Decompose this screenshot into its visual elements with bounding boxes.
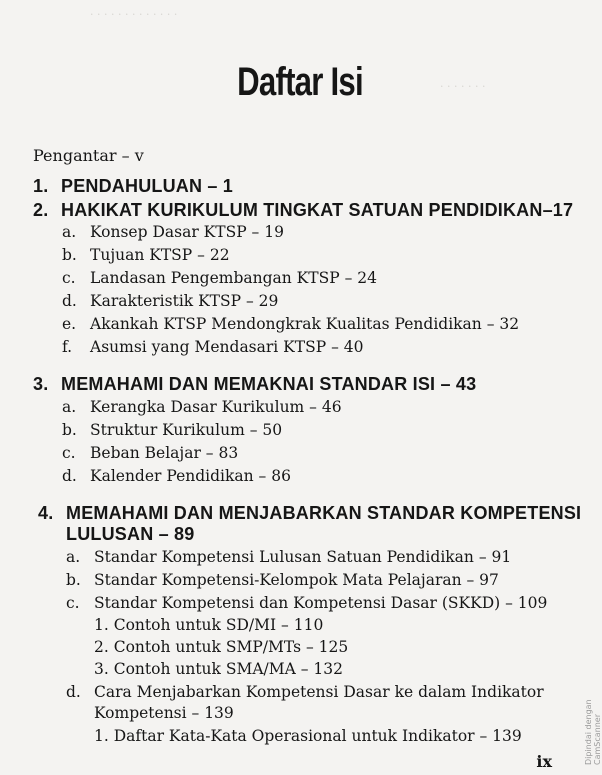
intro-entry: Pengantar – v (33, 146, 144, 165)
chapter-4-heading (38, 503, 581, 524)
chapter-title-line1: MEMAHAMI DAN MENJABARKAN STANDAR KOMPETENSI (66, 503, 582, 523)
chapter-3-heading (33, 374, 476, 395)
toc-item: b. Standar Kompetensi-Kelompok Mata Pelajaran – 97 (66, 571, 499, 589)
toc-subitem: 2. Contoh untuk SMP/MTs – 125 (94, 638, 349, 656)
toc-item: c. Beban Belajar – 83 (62, 444, 239, 462)
chapter-title: HAKIKAT KURIKULUM TINGKAT SATUAN PENDIDIKAN–17 (61, 200, 574, 220)
page-number: ix (536, 752, 552, 771)
chapter-number: 2. (33, 200, 49, 220)
chapter-number: 4. (38, 503, 54, 523)
chapter-number: 3. (33, 374, 49, 394)
toc-item: d. Cara Menjabarkan Kompetensi Dasar ke dalam Indikator (66, 683, 544, 701)
toc-item: b. Struktur Kurikulum – 50 (62, 421, 283, 439)
toc-item: a. Kerangka Dasar Kurikulum – 46 (62, 398, 342, 416)
page-title: Daftar Isi (237, 60, 363, 104)
toc-subitem: 1. Daftar Kata-Kata Operasional untuk Indikator – 139 (94, 727, 522, 745)
toc-item: a. Standar Kompetensi Lulusan Satuan Pendidikan – 91 (66, 548, 512, 566)
chapter-2-heading (33, 200, 573, 221)
chapter-1-heading (33, 176, 233, 197)
toc-item: d. Karakteristik KTSP – 29 (62, 292, 279, 310)
toc-item: a. Konsep Dasar KTSP – 19 (62, 223, 284, 241)
scanner-watermark: Dipindai dengan CamScanner (584, 699, 602, 765)
toc-item: c. Landasan Pengembangan KTSP – 24 (62, 269, 377, 287)
chapter-number: 1. (33, 176, 49, 196)
chapter-title: MEMAHAMI DAN MEMAKNAI STANDAR ISI – 43 (61, 374, 477, 394)
toc-subitem: 3. Contoh untuk SMA/MA – 132 (94, 660, 344, 678)
bleed-through-text: · · · · · · · (440, 80, 486, 93)
chapter-title: PENDAHULUAN – 1 (61, 176, 234, 196)
bleed-through-text: · · · · · · · · · · · · · (90, 8, 178, 21)
toc-item: c. Standar Kompetensi dan Kompetensi Dasar (SKKD) – 109 (66, 594, 548, 612)
chapter-title-line2: LULUSAN – 89 (66, 524, 195, 544)
toc-item: e. Akankah KTSP Mendongkrak Kualitas Pendidikan – 32 (62, 315, 520, 333)
toc-item: f. Asumsi yang Mendasari KTSP – 40 (62, 338, 364, 356)
toc-item-continued: Kompetensi – 139 (94, 704, 234, 722)
toc-item: d. Kalender Pendidikan – 86 (62, 467, 291, 485)
toc-subitem: 1. Contoh untuk SD/MI – 110 (94, 616, 324, 634)
toc-item: b. Tujuan KTSP – 22 (62, 246, 230, 264)
